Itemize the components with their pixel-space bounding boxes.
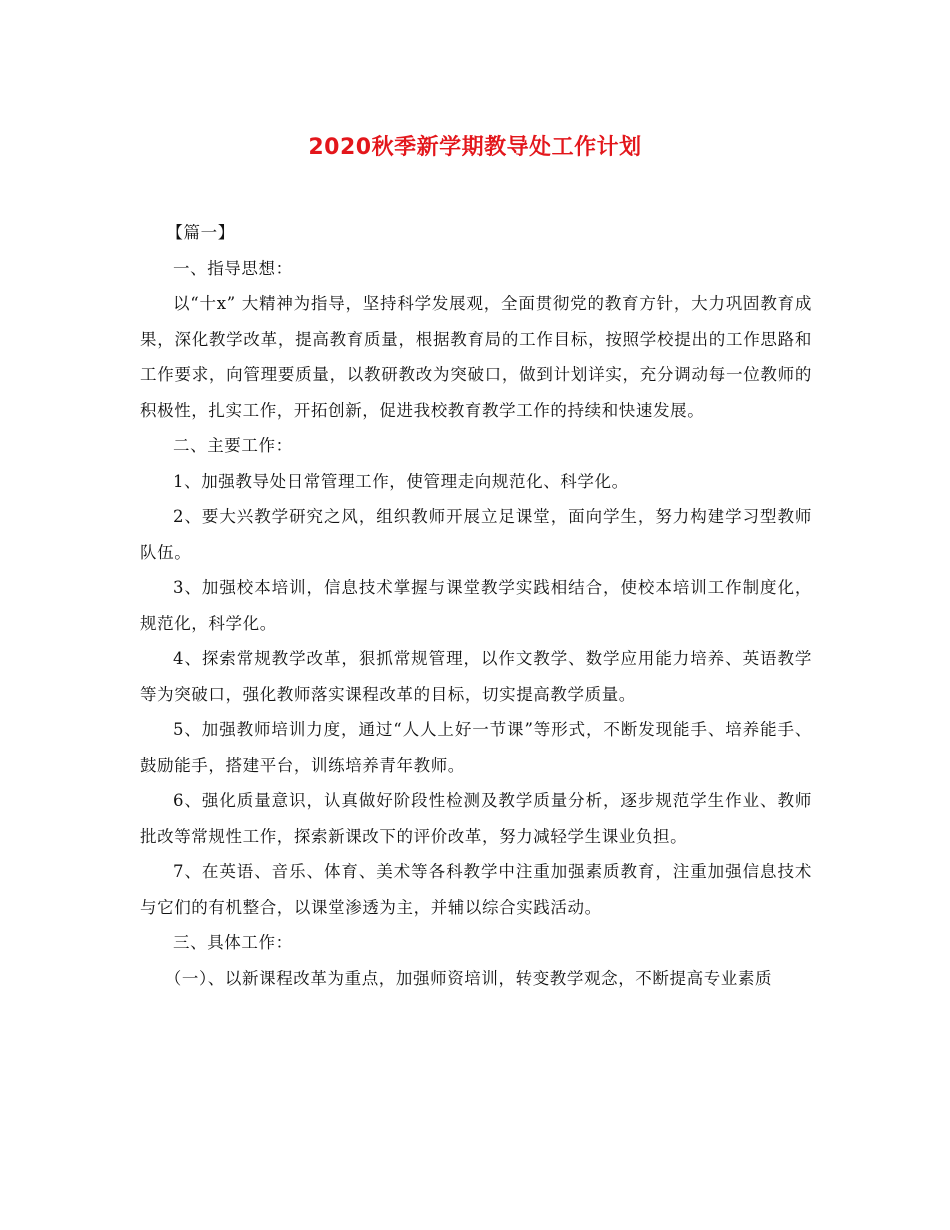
list-item-2: 2、要大兴教学研究之风，组织教师开展立足课堂，面向学生，努力构建学习型教师队伍。: [140, 507, 812, 562]
list-item-7: 7、在英语、音乐、体育、美术等各科教学中注重加强素质教育，注重加强信息技术与它们的有机整合，以课堂渗透为主，并辅以综合实践活动。: [140, 862, 812, 917]
heading-main-work: 二、主要工作：: [173, 436, 293, 455]
list-item-6: 6、强化质量意识，认真做好阶段性检测及教学质量分析，逐步规范学生作业、教师批改等常规性工作，探索新课改下的评价改革，努力减轻学生课业负担。: [140, 791, 812, 846]
list-item-5: 5、加强教师培训力度，通过“人人上好一节课”等形式，不断发现能手、培养能手、鼓励能手，搭建平台，训练培养青年教师。: [140, 720, 812, 775]
list-item-4: 4、探索常规教学改革，狠抓常规管理，以作文教学、数学应用能力培养、英语教学等为突破口，强化教师落实课程改革的目标，切实提高教学质量。: [140, 649, 812, 704]
heading-specific-work: 三、具体工作：: [173, 933, 293, 952]
section-label: 【篇一】: [166, 223, 235, 242]
paragraph-guiding-ideology: 以“十x” 大精神为指导，坚持科学发展观，全面贯彻党的教育方针，大力巩固教育成果，深化教学改革，提高教育质量，根据教育局的工作目标，按照学校提出的工作思路和工作要求，向管理要质量，以教研教改为突破口，做到计划详实，充分调动每一位教师的积极性，扎实工作，开拓创新，促进我校教育教学工作的持续和快速发展。: [140, 294, 812, 420]
document-body: [140, 215, 812, 996]
document-title: 2020秋季新学期教导处工作计划: [308, 135, 642, 160]
list-item-1: 1、加强教导处日常管理工作，使管理走向规范化、科学化。: [173, 471, 629, 491]
list-item-3: 3、加强校本培训，信息技术掌握与课堂教学实践相结合，使校本培训工作制度化，规范化，科学化。: [140, 578, 812, 633]
heading-guiding-ideology: 一、指导思想：: [173, 258, 293, 278]
subsection-heading-1: （一）、以新课程改革为重点，加强师资培训，转变教学观念，不断提高专业素质: [164, 968, 773, 988]
